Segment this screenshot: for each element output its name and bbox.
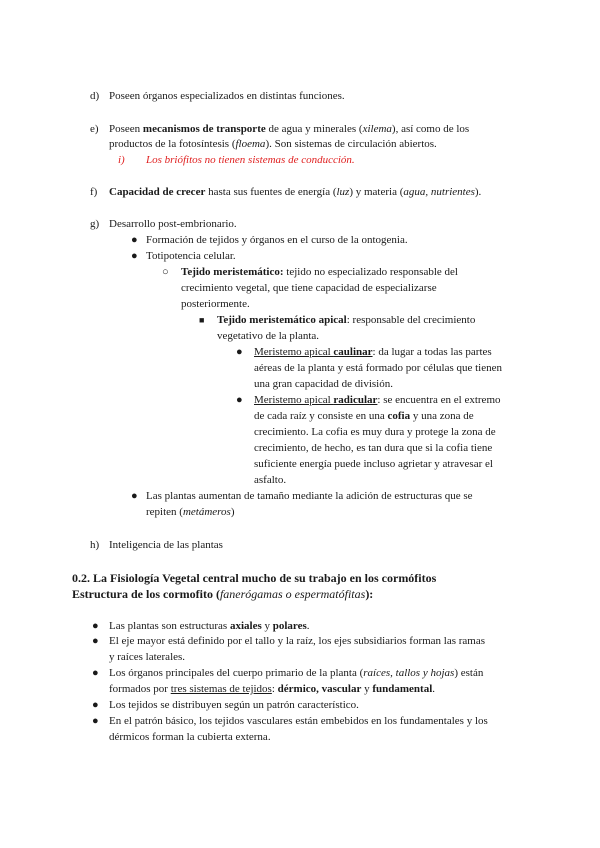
item-f-marker: f) <box>90 186 98 198</box>
section-bullet-5-line1: En el patrón básico, los tejidos vasculares están embebidos en los fundamentales y los <box>109 715 488 727</box>
bullet-icon: ● <box>236 346 243 358</box>
section-bullet-2-line2: y raíces laterales. <box>109 651 186 663</box>
caulinar-line1: Meristemo apical caulinar: da lugar a todas las partes <box>254 346 492 358</box>
bullet-icon: ● <box>92 715 99 727</box>
section-subtitle: Estructura de los cormofito (fanerógamas o espermatófitas): <box>72 587 374 601</box>
meristem-tissue-line2: crecimiento vegetal, que tiene capacidad de especializarse <box>181 282 437 294</box>
radicular-line4: crecimiento, de hecho, es tan dura que si la cofia tiene <box>254 442 493 454</box>
caulinar-line2: aéreas de la planta y está formado por células que tienen <box>254 362 502 374</box>
radicular-line6: asfalto. <box>254 474 287 486</box>
bullet-icon: ● <box>92 620 99 632</box>
radicular-line1: Meristemo apical radicular: se encuentra en el extremo <box>254 394 501 406</box>
item-g-bullet-2: Totipotencia celular. <box>146 250 236 262</box>
section-bullet-4: Los tejidos se distribuyen según un patrón característico. <box>109 699 359 711</box>
section-bullet-3-line2: formados por tres sistemas de tejidos: dérmico, vascular y fundamental. <box>109 683 436 695</box>
meristem-tissue-line1: Tejido meristemático: tejido no especializado responsable del <box>181 266 458 278</box>
apical-meristem-line2: vegetativo de la planta. <box>217 330 320 342</box>
item-d-marker: d) <box>90 90 100 102</box>
meristem-tissue-line3: posteriormente. <box>181 298 250 310</box>
circle-bullet-icon: ○ <box>162 266 169 278</box>
item-e-marker: e) <box>90 123 99 135</box>
item-h-marker: h) <box>90 539 100 551</box>
section-bullet-2-line1: El eje mayor está definido por el tallo y la raíz, los ejes subsidiarios forman las ramas <box>109 635 486 647</box>
item-f-text: Capacidad de crecer hasta sus fuentes de energía (luz) y materia (agua, nutrientes). <box>109 186 482 198</box>
bullet-icon: ● <box>92 635 99 647</box>
bullet-icon: ● <box>236 394 243 406</box>
item-g-bullet-3-line2: repiten (metámeros) <box>146 506 235 518</box>
item-e-sub-text: Los briófitos no tienen sistemas de conducción. <box>146 154 355 166</box>
section-bullet-3-line1: Los órganos principales del cuerpo primario de la planta (raíces, tallos y hojas) están <box>109 667 484 679</box>
item-e-line1: Poseen mecanismos de transporte de agua y minerales (xilema), así como de los <box>109 123 470 135</box>
section-bullet-5-line2: dérmicos forman la cubierta externa. <box>109 731 271 743</box>
section-bullet-1: Las plantas son estructuras axiales y polares. <box>109 620 310 632</box>
item-e-line2: productos de la fotosíntesis (floema). Son sistemas de circulación abiertos. <box>109 138 437 150</box>
bullet-icon: ● <box>92 699 99 711</box>
apical-meristem-line1: Tejido meristemático apical: responsable del crecimiento <box>217 314 476 326</box>
bullet-icon: ● <box>131 250 138 262</box>
bullet-icon: ● <box>131 234 138 246</box>
item-d-text: Poseen órganos especializados en distintas funciones. <box>109 90 345 102</box>
radicular-line5: suficiente energía puede incluso agrietar y atravesar el <box>254 458 493 470</box>
item-g-text: Desarrollo post-embrionario. <box>109 218 237 230</box>
radicular-line2: de cada raíz y consiste en una cofia y una zona de <box>254 410 474 422</box>
item-e-sub-marker: i) <box>118 154 125 166</box>
item-g-marker: g) <box>90 218 100 230</box>
square-bullet-icon: ■ <box>199 315 205 325</box>
caulinar-line3: una gran capacidad de división. <box>254 378 393 390</box>
section-title: 0.2. La Fisiología Vegetal central mucho de su trabajo en los cormófitos <box>72 571 437 585</box>
item-h-text: Inteligencia de las plantas <box>109 539 223 551</box>
bullet-icon: ● <box>131 490 138 502</box>
radicular-line3: crecimiento. La cofia es muy dura y protege la zona de <box>254 426 496 438</box>
item-g-bullet-1: Formación de tejidos y órganos en el curso de la ontogenia. <box>146 234 408 246</box>
item-g-bullet-3-line1: Las plantas aumentan de tamaño mediante la adición de estructuras que se <box>146 490 473 502</box>
bullet-icon: ● <box>92 667 99 679</box>
